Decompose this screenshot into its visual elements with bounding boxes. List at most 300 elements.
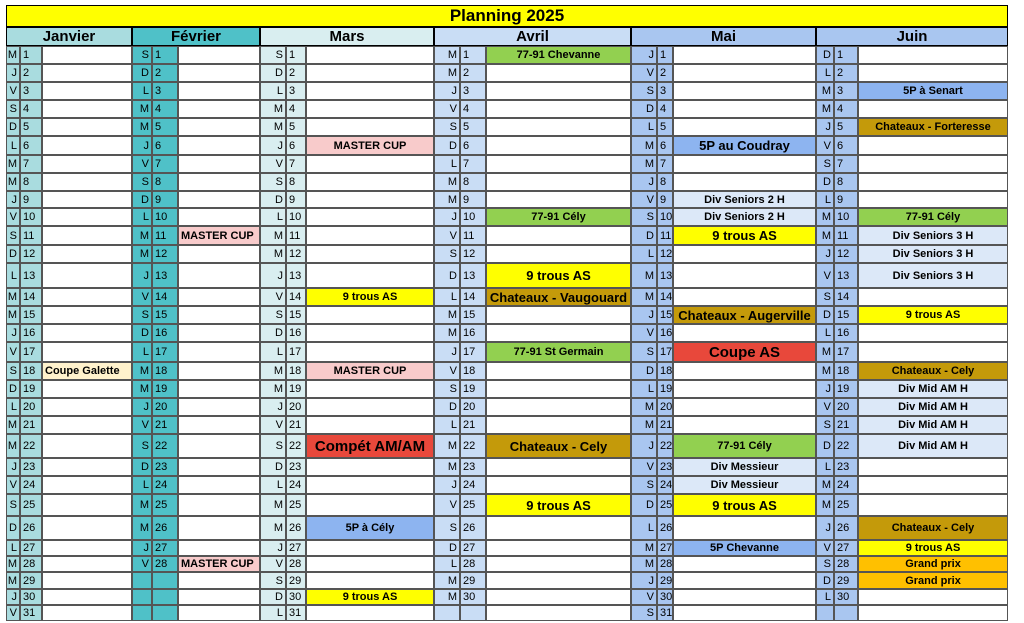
weekday-cell: J [6, 589, 20, 605]
weekday-cell: D [6, 118, 20, 136]
day-number-cell: 10 [286, 208, 306, 226]
weekday-cell: L [260, 208, 286, 226]
event-cell [306, 173, 434, 191]
event-cell [178, 46, 260, 64]
day-number-cell: 30 [20, 589, 42, 605]
event-cell [486, 398, 631, 416]
day-number-cell: 10 [834, 208, 858, 226]
weekday-cell: D [434, 398, 460, 416]
event-cell [42, 572, 132, 589]
day-number-cell: 20 [834, 398, 858, 416]
event-cell [673, 155, 816, 173]
day-number-cell: 6 [20, 136, 42, 155]
event-cell [673, 46, 816, 64]
weekday-cell: M [434, 589, 460, 605]
event-cell [42, 82, 132, 100]
event-cell [42, 398, 132, 416]
weekday-cell: V [132, 416, 152, 434]
event-cell: Div Seniors 3 H [858, 226, 1008, 245]
weekday-cell: L [132, 476, 152, 494]
weekday-cell: L [132, 82, 152, 100]
day-number-cell: 15 [20, 306, 42, 324]
event-cell: 9 trous AS [858, 540, 1008, 556]
event-cell [673, 118, 816, 136]
weekday-cell: M [631, 288, 657, 306]
day-number-cell: 25 [460, 494, 486, 516]
day-number-cell [152, 605, 178, 621]
day-number-cell: 3 [460, 82, 486, 100]
event-cell [42, 46, 132, 64]
event-cell [673, 589, 816, 605]
weekday-cell: J [631, 46, 657, 64]
weekday-cell: M [132, 516, 152, 540]
day-number-cell: 18 [460, 362, 486, 380]
event-cell [306, 380, 434, 398]
day-number-cell: 13 [834, 263, 858, 288]
day-number-cell: 18 [286, 362, 306, 380]
event-cell: Div Messieur [673, 476, 816, 494]
day-number-cell: 27 [834, 540, 858, 556]
event-cell: 77-91 St Germain [486, 342, 631, 362]
day-number-cell: 8 [657, 173, 673, 191]
weekday-cell: J [6, 324, 20, 342]
weekday-cell: L [631, 118, 657, 136]
day-number-cell: 5 [460, 118, 486, 136]
day-number-cell: 4 [286, 100, 306, 118]
weekday-cell: V [434, 100, 460, 118]
event-cell: Chateaux - Cely [486, 434, 631, 458]
event-cell [486, 64, 631, 82]
day-number-cell: 14 [286, 288, 306, 306]
weekday-cell: D [260, 458, 286, 476]
event-cell [178, 288, 260, 306]
weekday-cell: D [6, 516, 20, 540]
weekday-cell: M [132, 380, 152, 398]
weekday-cell: L [631, 380, 657, 398]
event-cell [306, 342, 434, 362]
weekday-cell: V [6, 605, 20, 621]
event-cell [486, 540, 631, 556]
planning-title: Planning 2025 [6, 5, 1008, 27]
event-cell [42, 434, 132, 458]
event-cell: 5P à Senart [858, 82, 1008, 100]
day-number-cell: 29 [834, 572, 858, 589]
day-number-cell: 6 [286, 136, 306, 155]
day-number-cell: 28 [657, 556, 673, 572]
event-cell [306, 540, 434, 556]
day-number-cell: 10 [152, 208, 178, 226]
weekday-cell: D [631, 362, 657, 380]
weekday-cell: M [132, 494, 152, 516]
day-number-cell: 8 [834, 173, 858, 191]
day-number-cell: 8 [460, 173, 486, 191]
event-cell [306, 416, 434, 434]
day-number-cell: 15 [460, 306, 486, 324]
weekday-cell: M [434, 458, 460, 476]
event-cell: Div Seniors 2 H [673, 208, 816, 226]
event-cell [42, 100, 132, 118]
day-number-cell: 28 [834, 556, 858, 572]
day-number-cell [152, 572, 178, 589]
weekday-cell: L [631, 245, 657, 263]
month-header: Mai [631, 27, 816, 46]
event-cell: Chateaux - Augerville [673, 306, 816, 324]
event-cell [42, 155, 132, 173]
event-cell [178, 476, 260, 494]
weekday-cell: J [260, 398, 286, 416]
weekday-cell: S [132, 306, 152, 324]
event-cell [42, 64, 132, 82]
weekday-cell: M [6, 306, 20, 324]
event-cell [178, 494, 260, 516]
weekday-cell: D [132, 64, 152, 82]
day-number-cell: 12 [20, 245, 42, 263]
event-cell: Chateaux - Cely [858, 516, 1008, 540]
weekday-cell: V [816, 136, 834, 155]
event-cell: 77-91 Chevanne [486, 46, 631, 64]
event-cell [42, 342, 132, 362]
weekday-cell: S [6, 100, 20, 118]
day-number-cell: 4 [834, 100, 858, 118]
event-cell [306, 306, 434, 324]
weekday-cell: M [132, 118, 152, 136]
weekday-cell: M [631, 136, 657, 155]
weekday-cell: L [260, 342, 286, 362]
event-cell [858, 324, 1008, 342]
event-cell [306, 458, 434, 476]
event-cell [178, 136, 260, 155]
weekday-cell: M [816, 362, 834, 380]
event-cell [673, 362, 816, 380]
event-cell [42, 494, 132, 516]
day-number-cell: 4 [20, 100, 42, 118]
weekday-cell: M [816, 494, 834, 516]
day-number-cell: 7 [657, 155, 673, 173]
weekday-cell: L [132, 208, 152, 226]
day-number-cell: 29 [460, 572, 486, 589]
weekday-cell: M [6, 416, 20, 434]
month-header: Février [132, 27, 260, 46]
event-cell [306, 263, 434, 288]
day-number-cell: 6 [834, 136, 858, 155]
event-cell [486, 476, 631, 494]
event-cell [673, 605, 816, 621]
weekday-cell: S [631, 605, 657, 621]
day-number-cell: 15 [657, 306, 673, 324]
weekday-cell: S [132, 434, 152, 458]
event-cell: MASTER CUP [178, 556, 260, 572]
weekday-cell: M [816, 208, 834, 226]
day-number-cell: 16 [286, 324, 306, 342]
day-number-cell: 26 [657, 516, 673, 540]
event-cell [178, 342, 260, 362]
event-cell: Div Mid AM H [858, 398, 1008, 416]
day-number-cell: 26 [286, 516, 306, 540]
weekday-cell: J [6, 64, 20, 82]
event-cell: Div Mid AM H [858, 416, 1008, 434]
day-number-cell: 19 [20, 380, 42, 398]
weekday-cell: D [816, 173, 834, 191]
day-number-cell: 3 [152, 82, 178, 100]
day-number-cell: 14 [152, 288, 178, 306]
weekday-cell: D [816, 306, 834, 324]
event-cell: Div Messieur [673, 458, 816, 476]
event-cell [486, 380, 631, 398]
day-number-cell: 25 [657, 494, 673, 516]
event-cell: Grand prix [858, 556, 1008, 572]
event-cell: 5P à Cély [306, 516, 434, 540]
event-cell [306, 605, 434, 621]
weekday-cell: S [434, 516, 460, 540]
day-number-cell: 30 [657, 589, 673, 605]
weekday-cell: M [434, 434, 460, 458]
weekday-cell: L [6, 136, 20, 155]
day-number-cell: 25 [152, 494, 178, 516]
event-cell [858, 136, 1008, 155]
day-number-cell: 16 [152, 324, 178, 342]
weekday-cell: J [6, 191, 20, 208]
event-cell [178, 191, 260, 208]
event-cell [42, 540, 132, 556]
weekday-cell: S [260, 572, 286, 589]
weekday-cell: M [631, 540, 657, 556]
event-cell: Chateaux - Vaugouard [486, 288, 631, 306]
weekday-cell: D [434, 540, 460, 556]
weekday-cell: J [631, 306, 657, 324]
weekday-cell: S [434, 245, 460, 263]
event-cell [486, 516, 631, 540]
weekday-cell: L [260, 476, 286, 494]
weekday-cell: V [260, 556, 286, 572]
day-number-cell: 16 [20, 324, 42, 342]
event-cell [858, 100, 1008, 118]
weekday-cell: V [132, 288, 152, 306]
day-number-cell: 22 [152, 434, 178, 458]
weekday-cell: S [816, 556, 834, 572]
weekday-cell: M [434, 572, 460, 589]
day-number-cell: 21 [657, 416, 673, 434]
day-number-cell: 1 [152, 46, 178, 64]
day-number-cell: 26 [460, 516, 486, 540]
day-number-cell [834, 605, 858, 621]
event-cell: Div Mid AM H [858, 380, 1008, 398]
weekday-cell: J [434, 208, 460, 226]
event-cell: 9 trous AS [486, 494, 631, 516]
day-number-cell: 21 [286, 416, 306, 434]
event-cell [858, 494, 1008, 516]
day-number-cell: 7 [834, 155, 858, 173]
day-number-cell: 3 [286, 82, 306, 100]
weekday-cell: V [6, 342, 20, 362]
day-number-cell: 19 [834, 380, 858, 398]
event-cell [42, 476, 132, 494]
day-number-cell: 17 [460, 342, 486, 362]
event-cell [42, 380, 132, 398]
weekday-cell: D [816, 434, 834, 458]
day-number-cell: 9 [460, 191, 486, 208]
weekday-cell [132, 589, 152, 605]
weekday-cell: J [816, 118, 834, 136]
event-cell: MASTER CUP [306, 362, 434, 380]
event-cell: Grand prix [858, 572, 1008, 589]
weekday-cell: M [631, 398, 657, 416]
event-cell [42, 589, 132, 605]
day-number-cell: 2 [834, 64, 858, 82]
event-cell [42, 191, 132, 208]
event-cell [42, 516, 132, 540]
day-number-cell: 6 [460, 136, 486, 155]
weekday-cell [434, 605, 460, 621]
weekday-cell: S [434, 380, 460, 398]
weekday-cell: M [6, 572, 20, 589]
day-number-cell: 13 [152, 263, 178, 288]
weekday-cell: J [132, 136, 152, 155]
weekday-cell: M [132, 100, 152, 118]
day-number-cell: 17 [834, 342, 858, 362]
weekday-cell: V [631, 458, 657, 476]
event-cell [858, 288, 1008, 306]
weekday-cell: J [434, 82, 460, 100]
day-number-cell: 26 [152, 516, 178, 540]
weekday-cell: V [434, 494, 460, 516]
weekday-cell: V [260, 155, 286, 173]
day-number-cell: 13 [657, 263, 673, 288]
day-number-cell: 22 [657, 434, 673, 458]
weekday-cell: L [260, 605, 286, 621]
day-number-cell: 29 [286, 572, 306, 589]
event-cell [486, 136, 631, 155]
weekday-cell: S [260, 173, 286, 191]
day-number-cell: 23 [834, 458, 858, 476]
day-number-cell: 10 [460, 208, 486, 226]
day-number-cell: 1 [460, 46, 486, 64]
day-number-cell: 27 [152, 540, 178, 556]
day-number-cell: 27 [20, 540, 42, 556]
weekday-cell: V [631, 324, 657, 342]
weekday-cell: M [816, 226, 834, 245]
event-cell [486, 324, 631, 342]
day-number-cell: 19 [657, 380, 673, 398]
weekday-cell [132, 605, 152, 621]
day-number-cell: 21 [152, 416, 178, 434]
event-cell [673, 516, 816, 540]
day-number-cell: 31 [20, 605, 42, 621]
weekday-cell: L [132, 342, 152, 362]
weekday-cell: M [631, 155, 657, 173]
day-number-cell: 9 [657, 191, 673, 208]
event-cell [673, 263, 816, 288]
weekday-cell: M [816, 100, 834, 118]
event-cell [486, 191, 631, 208]
event-cell [486, 416, 631, 434]
weekday-cell: V [631, 589, 657, 605]
event-cell [178, 605, 260, 621]
day-number-cell: 13 [20, 263, 42, 288]
event-cell [178, 380, 260, 398]
weekday-cell: D [132, 324, 152, 342]
day-number-cell: 3 [20, 82, 42, 100]
event-cell: 77-91 Cély [673, 434, 816, 458]
day-number-cell: 22 [834, 434, 858, 458]
event-cell [178, 208, 260, 226]
day-number-cell: 5 [20, 118, 42, 136]
event-cell: 9 trous AS [858, 306, 1008, 324]
day-number-cell: 16 [834, 324, 858, 342]
day-number-cell: 25 [286, 494, 306, 516]
day-number-cell: 6 [152, 136, 178, 155]
day-number-cell: 14 [657, 288, 673, 306]
weekday-cell: D [132, 191, 152, 208]
day-number-cell: 9 [834, 191, 858, 208]
weekday-cell: S [434, 118, 460, 136]
weekday-cell: V [434, 362, 460, 380]
weekday-cell: D [132, 458, 152, 476]
weekday-cell: S [631, 476, 657, 494]
weekday-cell: D [260, 64, 286, 82]
event-cell [673, 245, 816, 263]
event-cell [42, 556, 132, 572]
event-cell: Div Seniors 2 H [673, 191, 816, 208]
event-cell [306, 556, 434, 572]
weekday-cell: D [631, 226, 657, 245]
day-number-cell: 12 [286, 245, 306, 263]
day-number-cell: 7 [286, 155, 306, 173]
day-number-cell: 16 [460, 324, 486, 342]
event-cell [178, 398, 260, 416]
day-number-cell: 11 [460, 226, 486, 245]
weekday-cell: M [6, 434, 20, 458]
day-number-cell: 24 [286, 476, 306, 494]
weekday-cell: J [132, 540, 152, 556]
day-number-cell: 10 [657, 208, 673, 226]
day-number-cell: 28 [152, 556, 178, 572]
event-cell [178, 245, 260, 263]
weekday-cell: V [816, 398, 834, 416]
event-cell [486, 82, 631, 100]
weekday-cell: M [6, 46, 20, 64]
event-cell [178, 516, 260, 540]
weekday-cell [816, 605, 834, 621]
day-number-cell: 14 [20, 288, 42, 306]
weekday-cell: L [434, 155, 460, 173]
event-cell: 77-91 Cély [486, 208, 631, 226]
day-number-cell: 13 [460, 263, 486, 288]
weekday-cell: D [260, 589, 286, 605]
day-number-cell: 14 [460, 288, 486, 306]
event-cell [42, 605, 132, 621]
day-number-cell: 11 [834, 226, 858, 245]
event-cell [306, 476, 434, 494]
day-number-cell: 22 [460, 434, 486, 458]
weekday-cell: D [260, 191, 286, 208]
day-number-cell: 10 [20, 208, 42, 226]
day-number-cell [460, 605, 486, 621]
weekday-cell: L [631, 516, 657, 540]
day-number-cell: 21 [460, 416, 486, 434]
weekday-cell: D [631, 494, 657, 516]
event-cell [42, 416, 132, 434]
weekday-cell: M [6, 173, 20, 191]
day-number-cell: 5 [657, 118, 673, 136]
day-number-cell: 31 [657, 605, 673, 621]
event-cell [486, 245, 631, 263]
weekday-cell: L [6, 263, 20, 288]
day-number-cell: 25 [20, 494, 42, 516]
day-number-cell: 25 [834, 494, 858, 516]
day-number-cell: 27 [286, 540, 306, 556]
weekday-cell: S [260, 434, 286, 458]
day-number-cell: 15 [152, 306, 178, 324]
